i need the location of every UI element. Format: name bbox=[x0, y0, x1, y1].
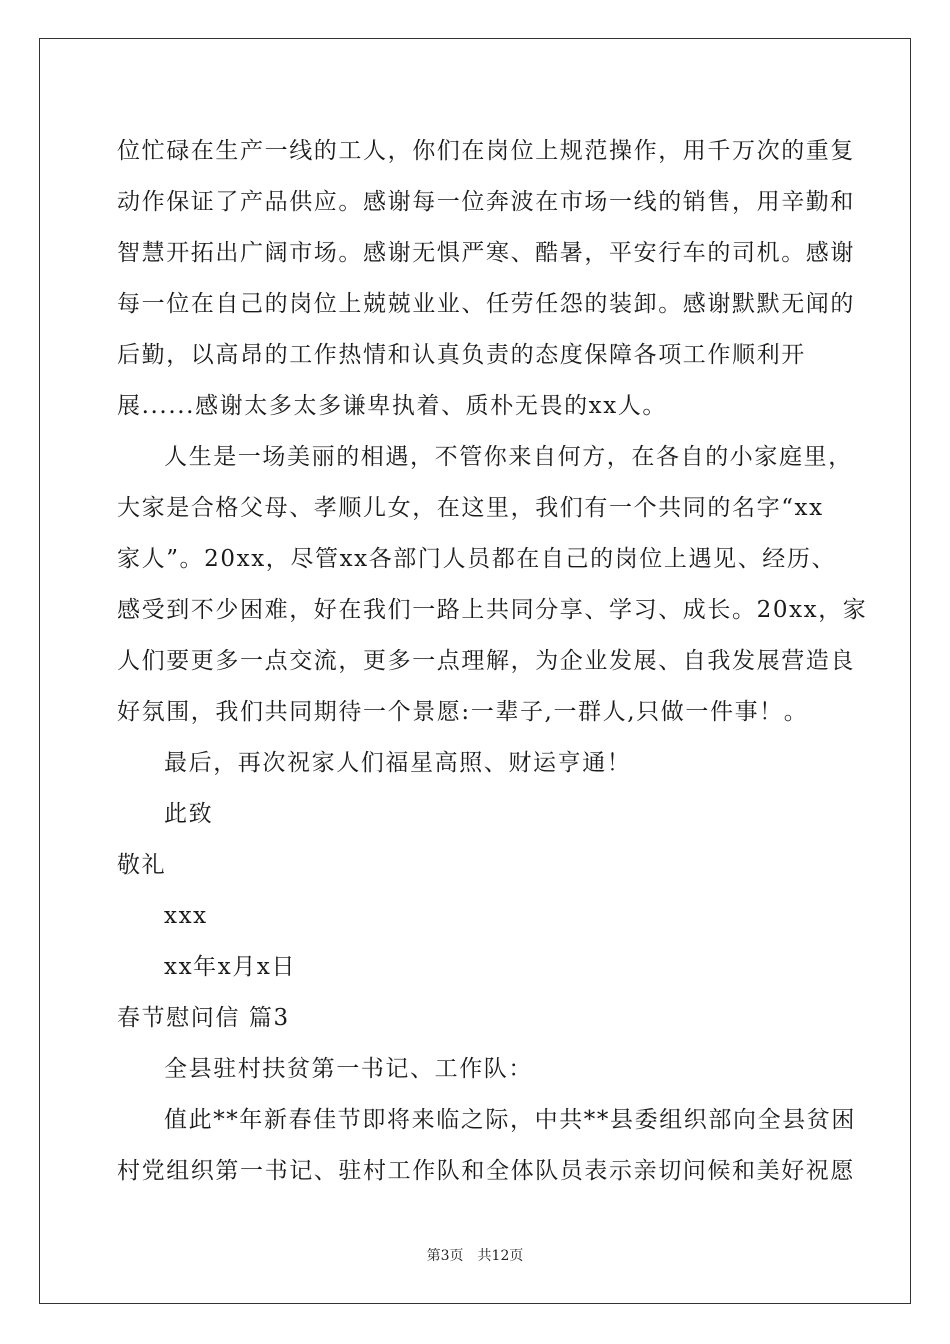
text-line: 位忙碌在生产一线的工人，你们在岗位上规范操作，用千万次的重复 bbox=[117, 138, 855, 164]
letter-addressee: 全县驻村扶贫第一书记、工作队： bbox=[164, 1056, 533, 1082]
text-line: 家人”。20xx，尽管xx各部门人员都在自己的岗位上遇见、经历、 bbox=[117, 546, 837, 572]
text-line: 村党组织第一书记、驻村工作队和全体队员表示亲切问候和美好祝愿 bbox=[117, 1158, 855, 1184]
text-line: 好氛围，我们共同期待一个景愿:一辈子,一群人,只做一件事！。 bbox=[117, 699, 809, 725]
document-body bbox=[117, 126, 868, 1197]
text-line: 人们要更多一点交流，更多一点理解，为企业发展、自我发展营造良 bbox=[117, 648, 855, 674]
section-heading: 春节慰问信 篇3 bbox=[117, 1005, 290, 1031]
page-footer: 第3页 共12页 bbox=[426, 1248, 524, 1264]
salutation-jingli: 敬礼 bbox=[117, 852, 167, 878]
text-line: 大家是合格父母、孝顺儿女，在这里，我们有一个共同的名字“xx bbox=[117, 495, 824, 521]
salutation-cizhi: 此致 bbox=[164, 801, 214, 827]
paragraph-start: 人生是一场美丽的相遇，不管你来自何方，在各自的小家庭里， bbox=[164, 444, 853, 470]
closing-wish: 最后，再次祝家人们福星高照、财运亨通！ bbox=[164, 750, 632, 776]
text-line: 每一位在自己的岗位上兢兢业业、任劳任怨的装卸。感谢默默无闻的 bbox=[117, 291, 855, 317]
paragraph-start: 值此**年新春佳节即将来临之际，中共**县委组织部向全县贫困 bbox=[164, 1107, 856, 1133]
signature-name: xxx bbox=[164, 903, 208, 929]
text-line: 后勤，以高昂的工作热情和认真负责的态度保障各项工作顺利开 bbox=[117, 342, 806, 368]
text-line: 智慧开拓出广阔市场。感谢无惧严寒、酷暑，平安行车的司机。感谢 bbox=[117, 240, 855, 266]
text-line: 感受到不少困难，好在我们一路上共同分享、学习、成长。20xx，家 bbox=[117, 597, 868, 623]
text-line: 动作保证了产品供应。感谢每一位奔波在市场一线的销售，用辛勤和 bbox=[117, 189, 855, 215]
signature-date: xx年x月x日 bbox=[164, 954, 297, 980]
text-line: 展......感谢太多太多谦卑执着、质朴无畏的xx人。 bbox=[117, 393, 668, 419]
